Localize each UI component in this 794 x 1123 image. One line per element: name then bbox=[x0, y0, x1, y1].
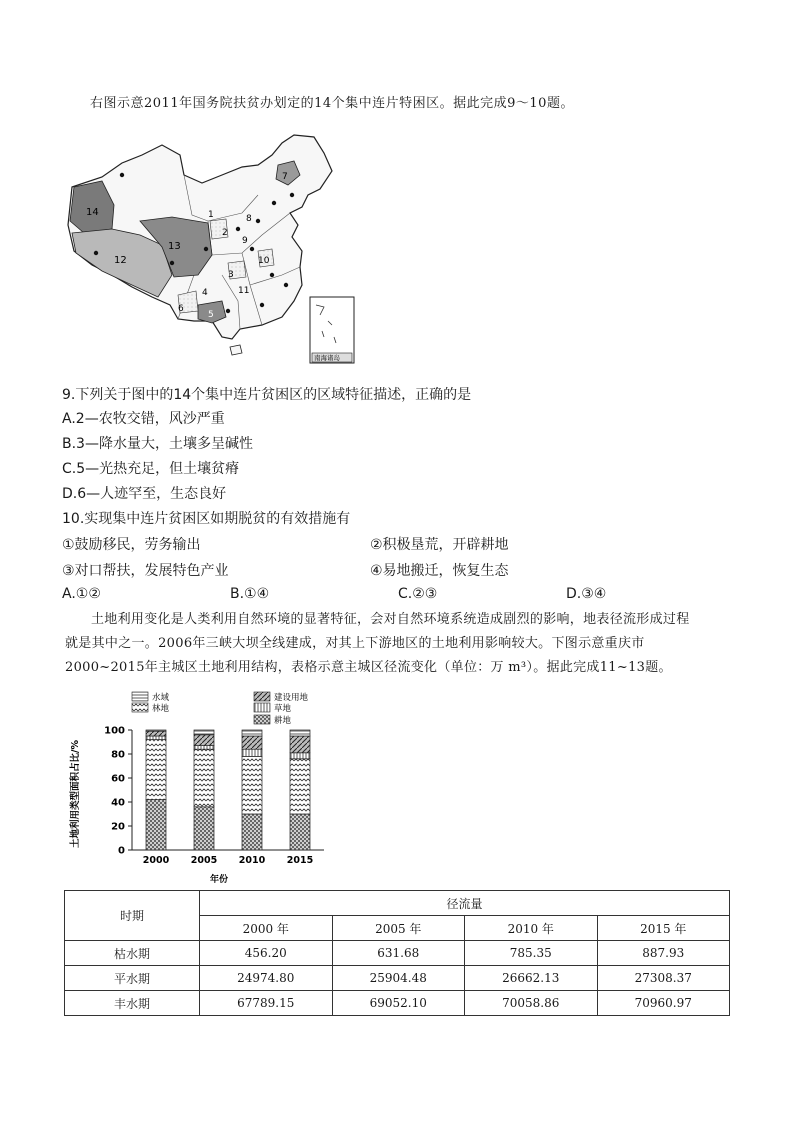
x-tick-label: 2000 bbox=[142, 855, 170, 866]
china-poverty-map bbox=[62, 125, 362, 370]
inset-label: 南海诸岛 bbox=[314, 354, 340, 362]
q9-stem: 9.下列关于图中的14个集中连片贫困区的区域特征描述，正确的是 bbox=[62, 387, 472, 403]
table-header-year: 2000 年 bbox=[200, 916, 333, 941]
x-tick-label: 2005 bbox=[190, 855, 218, 866]
map-label-12: 12 bbox=[114, 255, 127, 266]
q10-choice-c: C.②③ bbox=[398, 586, 438, 602]
map-label-3: 3 bbox=[228, 270, 234, 280]
legend-label-lindi: 林地 bbox=[152, 704, 170, 714]
table-cell: 25904.48 bbox=[332, 966, 465, 991]
legend-swatch-lindi bbox=[132, 703, 148, 712]
table-cell: 70058.86 bbox=[465, 991, 598, 1016]
bar-segment bbox=[146, 730, 166, 731]
y-tick-label: 0 bbox=[118, 845, 125, 857]
table-cell: 67789.15 bbox=[200, 991, 333, 1016]
table-cell: 70960.97 bbox=[597, 991, 730, 1016]
chart-legend bbox=[132, 692, 309, 726]
map-intro-text: 右图示意2011年国务院扶贫办划定的14个集中连片特困区。据此完成9～10题。 bbox=[90, 96, 574, 111]
table-row bbox=[65, 941, 730, 966]
table-header-year: 2010 年 bbox=[465, 916, 598, 941]
map-label-10: 10 bbox=[258, 256, 270, 266]
q10-item-1: ①鼓励移民，劳务输出 bbox=[62, 537, 201, 553]
y-axis-label: 土地利用类型面积占比/% bbox=[70, 740, 81, 848]
map-label-1: 1 bbox=[208, 210, 214, 220]
bar-segment bbox=[242, 756, 262, 814]
map-label-11: 11 bbox=[238, 286, 250, 296]
bar-segment bbox=[194, 746, 214, 750]
map-label-13: 13 bbox=[168, 241, 181, 252]
bar-segment bbox=[290, 814, 310, 850]
table-cell: 456.20 bbox=[200, 941, 333, 966]
passage-11-13 bbox=[65, 608, 735, 680]
land-use-chart bbox=[62, 688, 362, 888]
map-label-2: 2 bbox=[222, 228, 228, 238]
table-cell: 26662.13 bbox=[465, 966, 598, 991]
runoff-table bbox=[64, 890, 730, 1016]
y-tick-label: 20 bbox=[111, 821, 125, 833]
table-cell: 27308.37 bbox=[597, 966, 730, 991]
bar-segment bbox=[194, 807, 214, 850]
q10-choice-a: A.①② bbox=[62, 586, 101, 602]
y-tick-label: 40 bbox=[111, 797, 125, 809]
x-tick-label: 2015 bbox=[286, 855, 314, 866]
row-label: 丰水期 bbox=[65, 991, 200, 1016]
bar-segment bbox=[242, 736, 262, 749]
q9-option-d: D.6—人迹罕至，生态良好 bbox=[62, 486, 227, 502]
passage-line-1: 土地利用变化是人类利用自然环境的显著特征，会对自然环境系统造成剧烈的影响，地表径流形成过程 bbox=[91, 612, 690, 627]
map-label-9: 9 bbox=[242, 236, 248, 246]
bar-segment bbox=[242, 730, 262, 736]
legend-swatch-jianshe bbox=[254, 692, 270, 701]
q10-item-3: ③对口帮扶，发展特色产业 bbox=[62, 563, 229, 579]
q9-option-a: A.2—农牧交错，风沙严重 bbox=[62, 411, 225, 427]
table-header-year: 2005 年 bbox=[332, 916, 465, 941]
x-axis-label: 年份 bbox=[210, 875, 229, 885]
y-tick-label: 80 bbox=[111, 749, 125, 761]
table-header-runoff: 径流量 bbox=[200, 891, 730, 916]
legend-swatch-gengdi bbox=[254, 715, 270, 724]
bar-segment bbox=[146, 740, 166, 800]
table-cell: 24974.80 bbox=[200, 966, 333, 991]
table-header-period: 时期 bbox=[65, 891, 200, 941]
bar-segment bbox=[146, 800, 166, 850]
map-label-8: 8 bbox=[246, 214, 252, 224]
bar-segment bbox=[242, 749, 262, 756]
q10-item-4: ④易地搬迁，恢复生态 bbox=[370, 563, 509, 579]
bar-segment bbox=[290, 759, 310, 814]
table-row bbox=[65, 966, 730, 991]
legend-label-jianshe: 建设用地 bbox=[274, 693, 309, 703]
bar-segment bbox=[194, 749, 214, 807]
bar-segment bbox=[194, 735, 214, 746]
bar-segment bbox=[290, 753, 310, 759]
legend-swatch-shuiyu bbox=[132, 692, 148, 701]
bar-segment bbox=[194, 730, 214, 735]
table-cell: 69052.10 bbox=[332, 991, 465, 1016]
map-label-7: 7 bbox=[282, 172, 288, 182]
legend-label-gengdi: 耕地 bbox=[274, 716, 292, 726]
y-tick-label: 100 bbox=[104, 725, 125, 737]
map-label-4: 4 bbox=[202, 288, 208, 298]
bar-segment bbox=[290, 736, 310, 753]
bar-segment bbox=[290, 730, 310, 736]
passage-line-2: 就是其中之一。2006年三峡大坝全线建成，对其上下游地区的土地利用影响较大。下图示意重庆市 bbox=[65, 636, 645, 651]
map-label-5: 5 bbox=[208, 310, 214, 320]
bar-segment bbox=[146, 736, 166, 740]
row-label: 枯水期 bbox=[65, 941, 200, 966]
legend-swatch-caodi bbox=[254, 703, 270, 712]
q10-item-2: ②积极垦荒，开辟耕地 bbox=[370, 537, 509, 553]
map-label-6: 6 bbox=[178, 304, 184, 314]
passage-line-3: 2000~2015年主城区土地利用结构，表格示意主城区径流变化（单位：万 m³）。据此完成11~13题。 bbox=[65, 660, 672, 675]
table-cell: 785.35 bbox=[465, 941, 598, 966]
q10-choice-b: B.①④ bbox=[230, 586, 270, 602]
legend-label-shuiyu: 水域 bbox=[152, 693, 170, 703]
y-tick-label: 60 bbox=[111, 773, 125, 785]
q9-option-c: C.5—光热充足，但土壤贫瘠 bbox=[62, 461, 240, 477]
table-cell: 631.68 bbox=[332, 941, 465, 966]
table-row bbox=[65, 991, 730, 1016]
legend-label-caodi: 草地 bbox=[274, 704, 292, 714]
bar-segment bbox=[146, 731, 166, 736]
map-label-14: 14 bbox=[86, 207, 99, 218]
row-label: 平水期 bbox=[65, 966, 200, 991]
x-tick-label: 2010 bbox=[238, 855, 266, 866]
q10-stem: 10.实现集中连片贫困区如期脱贫的有效措施有 bbox=[62, 511, 351, 527]
q10-choice-d: D.③④ bbox=[566, 586, 607, 602]
bar-segment bbox=[242, 814, 262, 850]
table-header-year: 2015 年 bbox=[597, 916, 730, 941]
q9-option-b: B.3—降水量大，土壤多呈碱性 bbox=[62, 436, 253, 452]
table-cell: 887.93 bbox=[597, 941, 730, 966]
